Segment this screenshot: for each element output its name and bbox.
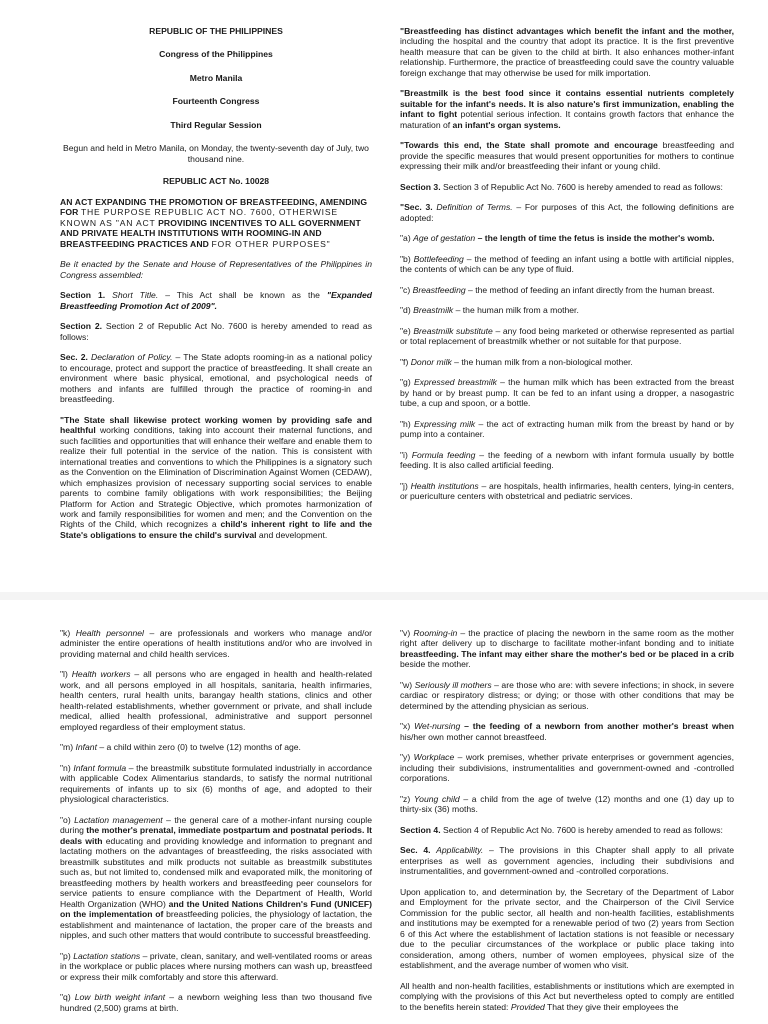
header-fourteenth: Fourteenth Congress <box>172 96 260 107</box>
definition-label: "c) <box>400 284 411 295</box>
section-text: – The provisions in this Chapter shall apply to all private enterprises as well as government agencies, including their subdivisions and instrumentalities, and government-owned and -controlled corporations. <box>400 845 734 877</box>
definition-label: "x) <box>400 721 411 732</box>
definition-text: educating and providing knowledge and information to pregnant and lactating mothers on the advantages of breastfeeding, the risks associated with breastmilk substitutes and milk products not suitable as breastmilk substitutes such as, but not limited to, condensed milk and evaporated milk, the monitoring of breastfeeding mothers by health workers and breastfeeding peer counselors for service patients to ensure compliance with the Department of Health, World Health Organization (WHO) <box>60 835 373 909</box>
paragraph-text: working conditions, taking into account their maternal functions, and such facilities and opportunities that will enhance their welfare and enable them to realize their full potential in the service of the nation. This is consistent with international treaties and conventions to which the Philippines is a signatory such as the Convention on the Elimination of Discrimination Against Women (CEDAW), which emphasizes provision of necessary supporting social services to enable parents to combine family obligations with work responsibilities; the Beijing Platform for Action and Strategic Objective, which promotes harmonization of work and family responsibilities for women and men; and the Convention on the Rights of the Child, which recognizes a <box>60 425 372 530</box>
definition-term: Lactation stations <box>73 950 141 961</box>
bold-text: "Breastfeeding has distinct advantages which benefit the infant and the mother, <box>400 26 734 36</box>
definition-term: Bottlefeeding <box>413 253 464 264</box>
definition-h <box>400 419 734 440</box>
section-label: "Sec. 3. <box>400 202 433 213</box>
definition-text: – are professionals and workers who manage and/or administer the entire operations of health institutions and/or who are involved in providing maternal and child health services. <box>60 628 373 659</box>
section-text: Section 3 of Republic Act No. 7600 is hereby amended to read as follows: <box>440 181 723 192</box>
definition-m <box>60 742 372 752</box>
act-title <box>60 197 372 249</box>
paragraph-text: That they give their employees the <box>544 1001 679 1012</box>
definition-text: beside the mother. <box>400 659 471 670</box>
definition-term: Infant formula <box>73 762 127 773</box>
definition-term: Infant <box>75 742 97 753</box>
definition-label: "v) <box>400 628 411 638</box>
definition-a <box>400 233 734 243</box>
policy-breastmilk-paragraph <box>400 88 734 130</box>
paragraph-text: including the hospital and the country that adopt its practice. It is the first preventive health measure that can be given to the child at birth. It also enhances mother-infant relationship. Furthermore, the practice of breastfeeding could save the country valuable foreign exchange that may otherwise be used for milk importation. <box>400 36 734 78</box>
header-metro: Metro Manila <box>189 72 243 83</box>
definition-i <box>400 450 734 471</box>
definition-text: – the method of feeding an infant using a bottle with artificial nipples, the contents of which can be any type of fluid. <box>400 253 734 275</box>
definition-term: Breastfeeding <box>412 284 466 295</box>
definition-z <box>400 794 734 815</box>
section-label: Section 1. <box>60 290 106 301</box>
bold-text: child's inherent right to life and the State's obligations to ensure the child's survival <box>60 519 372 540</box>
definition-label: "n) <box>60 762 71 773</box>
definition-x <box>400 721 734 742</box>
definition-n <box>60 763 372 805</box>
document-page-2 <box>0 600 768 1024</box>
definition-label: "e) <box>400 325 411 336</box>
definition-text: – a newborn weighing less than two thousand five hundred (2,500) grams at birth. <box>60 992 372 1013</box>
definition-term: Breastmilk <box>413 305 454 316</box>
definition-text: – are hospitals, health infirmaries, health centers, lying-in centers, or puericulture centers with obstetrical and pediatric services. <box>400 480 734 502</box>
definition-label: "l) <box>60 669 68 680</box>
act-title-part: THE PURPOSE REPUBLIC ACT NO. 7600, OTHERWISE KNOWN AS "AN ACT <box>60 207 338 228</box>
definition-term: Donor milk <box>410 356 452 367</box>
section-text: – For purposes of this Act, the following definitions are adopted: <box>400 202 734 223</box>
definition-label: "h) <box>400 418 411 429</box>
definition-term: Lactation management <box>74 814 163 825</box>
definition-label: "y) <box>400 752 411 763</box>
definition-d <box>400 305 734 315</box>
policy-towards-paragraph <box>400 140 734 171</box>
bold-text: "Towards this end, the State shall promote and encourage <box>400 140 658 151</box>
sec-2-policy <box>60 352 372 404</box>
act-title-part: AN ACT EXPANDING THE PROMOTION OF BREASTFEEDING, AMENDING FOR <box>60 196 368 218</box>
definition-text: – the human milk which has been extracted from the breast by hand or by breast pump. It can be fed to an infant using a dropper, a nasogastric tube, a cup and spoon, or a bottle. <box>400 377 735 409</box>
definition-label: "i) <box>400 449 408 460</box>
section-text: – This Act shall be known as the <box>158 290 327 301</box>
definition-label: "d) <box>400 305 411 316</box>
definition-text: – the human milk from a non-biological mother. <box>451 356 633 367</box>
paragraph-text: potential serious infection. It contains growth factors that enhance the maturation of <box>400 109 734 130</box>
sec-3-definitions <box>400 202 734 223</box>
section-text: Section 2 of Republic Act No. 7600 is hereby amended to read as follows: <box>60 321 372 342</box>
definition-term: Expressing milk <box>414 418 476 429</box>
definition-o <box>60 815 372 941</box>
definition-k <box>60 628 372 659</box>
bold-text: "Breastmilk is the best food since it contains essential nutrients completely suitable for the infant's needs. It is also nature's first immunization, enabling the infant to fight <box>400 88 734 120</box>
definition-text: – a child within zero (0) to twelve (12) months of age. <box>96 742 301 753</box>
definition-text: – all persons who are engaged in health and health-related work, and all persons employed in all hospitals, sanitaria, health infirmaries, health centers, rural health units, barangay health stations, clinics and other health-related establishments, whether government or private, and shall include medical, allied health professional, administrative and support personnel employed regardless of their employment status. <box>60 669 372 732</box>
definition-text: – the practice of placing the newborn in the same room as the mother right after delivery up to discharge to facilitate mother-infant bonding and to initiate <box>400 628 734 649</box>
bold-text: "The State shall likewise protect working women by providing safe and healthful <box>60 414 372 436</box>
definition-label: "q) <box>60 992 71 1003</box>
definition-term: Seriously ill mothers <box>414 679 492 690</box>
definition-term: Young child <box>413 793 460 804</box>
section-label: Sec. 2. <box>60 352 88 363</box>
definition-text: – the method of feeding an infant directly from the human breast. <box>465 284 715 295</box>
definition-label: "g) <box>400 377 411 388</box>
definition-label: "o) <box>60 814 71 825</box>
definition-label: "p) <box>60 950 71 961</box>
page1-right-column <box>400 26 734 512</box>
definition-text: – the length of time the fetus is inside the mother's womb. <box>475 233 715 244</box>
begun-paragraph: Begun and held in Metro Manila, on Monday, the twenty-seventh day of July, two thousand nine. <box>63 143 369 164</box>
definition-label: "b) <box>400 253 411 264</box>
definition-term: Expressed breastmilk <box>413 377 497 388</box>
sec-4-applicability <box>400 845 734 876</box>
definition-e <box>400 326 734 347</box>
definition-text: his/her own mother cannot breastfeed. <box>400 731 547 742</box>
definition-text: – the general care of a mother-infant nursing couple during <box>60 814 372 836</box>
exemption-paragraph: Upon application to, and determination by, the Secretary of the Department of Labor and Employment for the private sector, and the Chairperson of the Civil Service Commission for the public sector, all health and non-health facilities, establishments and institutions may be exempted for a renewable period of two (2) years from Section 6 of this Act where the establishment of lactation stations is not feasible or necessary due to the peculiar circumstances of the workplace or public place taking into consideration, among others, number of women employees, physical size of the establishment, and the average number of women who visit. <box>400 886 734 971</box>
bold-text: – the feeding of a newborn from another mother's breast when <box>460 721 734 732</box>
definition-c <box>400 285 734 295</box>
definition-q <box>60 992 372 1013</box>
definition-label: "z) <box>400 793 411 804</box>
definition-label: "k) <box>60 628 71 638</box>
definition-term: Age of gestation <box>413 233 476 244</box>
paragraph-text: breastfeeding and provide the specific measures that would present opportunities for mothers to continue expressing their milk and/or breastfeeding their infant or young child. <box>400 140 734 172</box>
section-3 <box>400 182 734 192</box>
definition-text: – any food being marketed or otherwise represented as partial or total replacement of breastmilk whether or not suitable for that purpose. <box>400 325 734 347</box>
definition-term: Health personnel <box>75 628 144 638</box>
bold-text: an infant's organ systems. <box>452 119 561 130</box>
definition-text: – the feeding of a newborn with infant formula usually by bottle feeding. It is also called artificial feeding. <box>400 449 735 471</box>
section-term: Declaration of Policy. <box>91 352 173 363</box>
page2-right-column <box>400 628 734 1022</box>
section-label: Section 4. <box>400 824 441 835</box>
section-label: Sec. 4. <box>400 845 431 856</box>
section-term: Definition of Terms. <box>436 202 513 213</box>
section-label: Section 3. <box>400 181 441 192</box>
header-session: Third Regular Session <box>170 119 262 130</box>
definition-text: – private, clean, sanitary, and well-ventilated rooms or areas in the workplace or public places where nursing mothers can wash up, breastfeed or express their milk comfortably and store this afterward. <box>60 950 373 982</box>
act-short-title: "Expanded Breastfeeding Promotion Act of 2009". <box>60 290 373 311</box>
definition-term: Low birth weight infant <box>74 992 166 1003</box>
definition-text: – the breastmilk substitute formulated industrially in accordance with applicable Codex Alimentarius standards, to satisfy the normal nutritional requirements of infants up to six (6) months of age, and adopted to their physiological characteristics. <box>60 762 373 805</box>
definition-term: Health workers <box>71 669 131 680</box>
enacting-clause: Be it enacted by the Senate and House of Representatives of the Philippines in Congress assembled: <box>60 259 372 280</box>
act-number: REPUBLIC ACT No. 10028 <box>162 176 270 187</box>
definition-label: "f) <box>400 356 409 367</box>
section-text: Section 4 of Republic Act No. 7600 is hereby amended to read as follows: <box>440 824 723 835</box>
section-2 <box>60 321 372 342</box>
definition-text: – the act of extracting human milk from the breast by hand or by pump into a container. <box>400 418 734 440</box>
bold-text: breastfeeding. The infant may either share the mother's bed or be placed in a crib <box>400 648 734 659</box>
definition-v <box>400 628 734 670</box>
definition-g <box>400 377 734 408</box>
page1-left-column <box>60 26 372 550</box>
definition-term: Health institutions <box>410 480 479 491</box>
definition-j <box>400 481 734 502</box>
definition-term: Wet-nursing <box>414 721 461 732</box>
definition-f <box>400 357 734 367</box>
benefits-paragraph <box>400 981 734 1012</box>
act-title-part: PROVIDING INCENTIVES TO ALL GOVERNMENT AND PRIVATE HEALTH INSTITUTIONS WITH ROOMING-IN AND BREASTFEEDING PRACTICES AND <box>60 217 361 249</box>
definition-text: breastfeeding policies, the physiology of lactation, the establishment and maintenance of lactation, the proper care of the breasts and nipples, and such other matters that would contribute to successful breastfeeding. <box>60 909 373 941</box>
section-label: Section 2. <box>60 321 103 332</box>
paragraph-text: All health and non-health facilities, establishments or institutions which are exempted in complying with the provisions of this Act but nevertheless opted to comply are entitled to the benefits herein stated: <box>400 980 734 1012</box>
section-1 <box>60 290 372 311</box>
section-text: – The State adopts rooming-in as a national policy to encourage, protect and support the practice of breastfeeding. It shall create an environment where basic physical, emotional, and psychological needs of mothers and infants are fulfilled through the practice of rooming-in and breastfeeding. <box>60 352 372 405</box>
bold-text: and the United Nations Children's Fund (UNICEF) on the implementation of <box>60 898 372 920</box>
definition-label: "m) <box>60 742 74 753</box>
definition-b <box>400 254 734 275</box>
definition-label: "j) <box>400 480 408 491</box>
policy-women-paragraph <box>60 415 372 541</box>
act-title-part: FOR OTHER PURPOSES" <box>211 238 331 249</box>
paragraph-text: and development. <box>256 529 328 540</box>
definition-term: Breastmilk substitute <box>413 325 493 336</box>
definition-term: Workplace <box>413 752 455 763</box>
italic-text: Provided <box>510 1001 545 1012</box>
page2-left-column <box>60 628 372 1023</box>
definition-label: "a) <box>400 233 411 244</box>
section-4 <box>400 825 734 835</box>
section-term: Short Title. <box>112 290 159 301</box>
definition-text: – the human milk from a mother. <box>453 305 579 316</box>
definition-y <box>400 752 734 783</box>
page-separator <box>0 592 768 600</box>
definition-term: Formula feeding <box>411 449 476 460</box>
section-term: Applicability. <box>436 845 484 856</box>
definition-text: – are those who are: with severe infections; in shock, in severe cardiac or respiratory distress; or dying; or those with other conditions that may be determined by the attending physician as serious. <box>400 679 735 711</box>
header-congress: Congress of the Philippines <box>159 49 273 60</box>
definition-term: Rooming-in <box>413 628 458 638</box>
definition-text: – a child from the age of twelve (12) months and one (1) day up to thirty-six (36) moths. <box>400 793 734 815</box>
bold-text: the mother's prenatal, immediate postpartum and postnatal periods. It deals with <box>60 825 372 846</box>
definition-w <box>400 680 734 711</box>
header-republic: REPUBLIC OF THE PHILIPPINES <box>149 26 283 36</box>
definition-p <box>60 951 372 982</box>
policy-advantages-paragraph <box>400 26 734 78</box>
definition-label: "w) <box>400 679 413 690</box>
definition-l <box>60 669 372 732</box>
definition-text: – work premises, whether private enterprises or government agencies, including their subdivisions, instrumentalities and government-owned and -controlled corporations. <box>400 752 734 784</box>
